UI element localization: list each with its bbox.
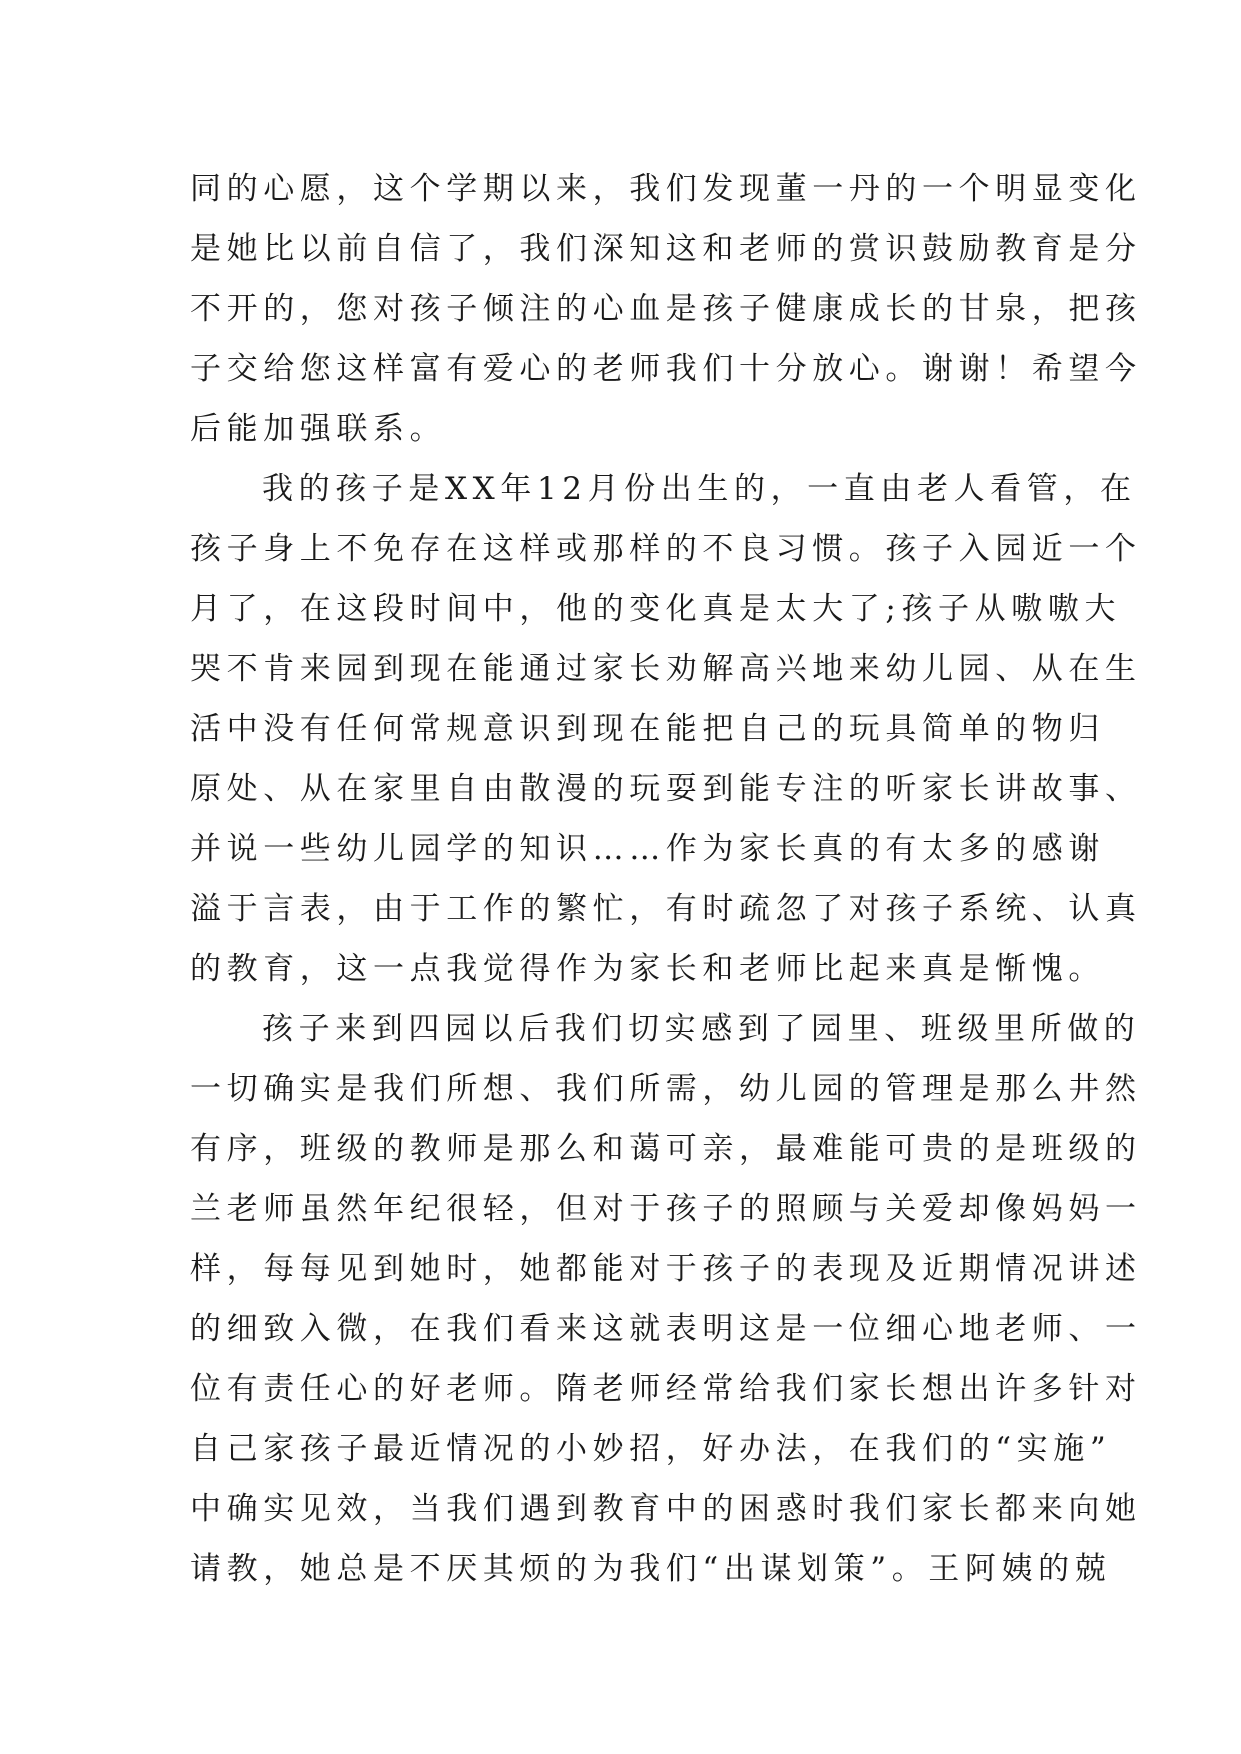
text-line: 哭不肯来园到现在能通过家长劝解高兴地来幼儿园、从在生	[190, 651, 1142, 687]
text-line: 位有责任心的好老师。隋老师经常给我们家长想出许多针对	[190, 1371, 1142, 1407]
text-line: 是她比以前自信了，我们深知这和老师的赏识鼓励教育是分	[190, 231, 1142, 267]
text-line: 有序，班级的教师是那么和蔼可亲，最难能可贵的是班级的	[190, 1131, 1142, 1167]
text-line: 孩子身上不免存在这样或那样的不良习惯。孩子入园近一个	[190, 531, 1142, 567]
text-line: 样，每每见到她时，她都能对于孩子的表现及近期情况讲述	[190, 1251, 1142, 1287]
paragraph	[190, 999, 1142, 1599]
text-line: 溢于言表，由于工作的繁忙，有时疏忽了对孩子系统、认真	[190, 891, 1142, 927]
text-line: 月了，在这段时间中，他的变化真是太大了;孩子从嗷嗷大	[190, 591, 1122, 627]
text-line: 中确实见效，当我们遇到教育中的困惑时我们家长都来向她	[190, 1491, 1142, 1527]
text-line: 不开的，您对孩子倾注的心血是孩子健康成长的甘泉，把孩	[190, 291, 1142, 327]
text-line: 自己家孩子最近情况的小妙招，好办法，在我们的“实施”	[190, 1431, 1112, 1467]
paragraph	[190, 459, 1142, 999]
paragraph	[190, 159, 1142, 459]
text-line: 原处、从在家里自由散漫的玩耍到能专注的听家长讲故事、	[190, 771, 1142, 807]
text-line: 我的孩子是XX年12月份出生的，一直由老人看管，在	[262, 471, 1137, 507]
text-line: 的教育，这一点我觉得作为家长和老师比起来真是惭愧。	[190, 951, 1105, 987]
text-line: 子交给您这样富有爱心的老师我们十分放心。谢谢！希望今	[190, 351, 1142, 387]
text-line: 后能加强联系。	[190, 411, 447, 447]
text-line: 的细致入微，在我们看来这就表明这是一位细心地老师、一	[190, 1311, 1142, 1347]
text-line: 请教，她总是不厌其烦的为我们“出谋划策”。王阿姨的兢	[190, 1551, 1112, 1587]
document-body	[190, 159, 1142, 1599]
text-line: 一切确实是我们所想、我们所需，幼儿园的管理是那么井然	[190, 1071, 1142, 1107]
text-line: 活中没有任何常规意识到现在能把自己的玩具简单的物归	[190, 711, 1105, 747]
text-line: 并说一些幼儿园学的知识……作为家长真的有太多的感谢	[190, 831, 1105, 867]
text-line: 孩子来到四园以后我们切实感到了园里、班级里所做的	[262, 1011, 1141, 1047]
text-line: 兰老师虽然年纪很轻，但对于孩子的照顾与关爱却像妈妈一	[190, 1191, 1142, 1227]
text-line: 同的心愿，这个学期以来，我们发现董一丹的一个明显变化	[190, 171, 1142, 207]
